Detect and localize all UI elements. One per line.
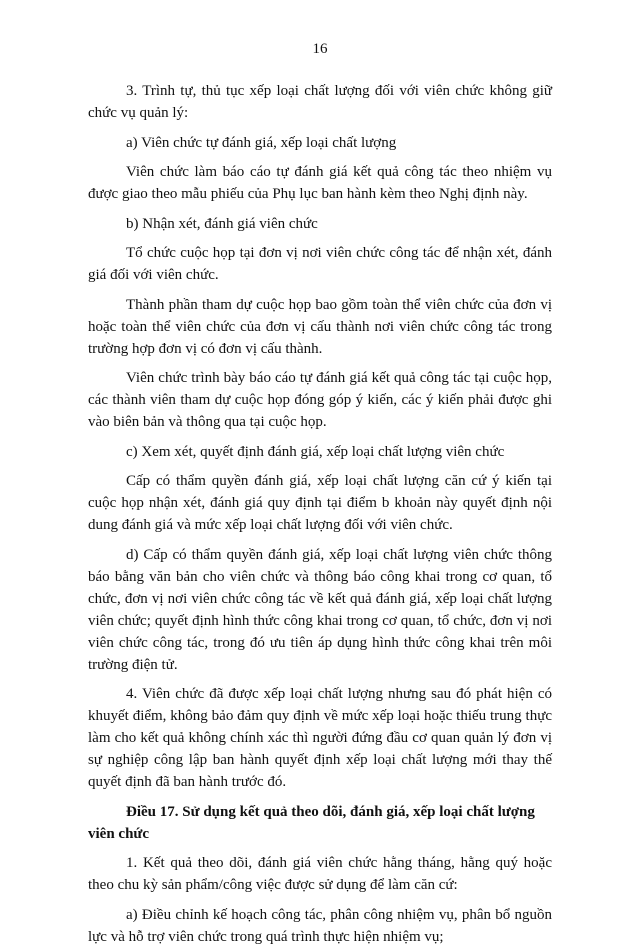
paragraph-section-3: 3. Trình tự, thủ tục xếp loại chất lượng đối với viên chức không giữ chức vụ quản lý: bbox=[88, 83, 552, 121]
page-number: 16 bbox=[312, 41, 328, 57]
paragraph-item-d: d) Cấp có thẩm quyền đánh giá, xếp loại chất lượng viên chức thông báo bằng văn bản cho viên chức và thông báo công khai trong cơ quan, tổ chức, đơn vị nơi viên chức công tác về kết quả đánh giá, xếp loại chất lượng viên chức; quyết định hình thức công khai trong cơ quan, tổ chức, đơn vị nơi viên chức công tác, trong đó ưu tiên áp dụng hình thức công khai trên môi trường điện tử. bbox=[88, 546, 552, 673]
paragraph-self-report: Viên chức làm báo cáo tự đánh giá kết quả công tác theo nhiệm vụ được giao theo mẫu phiếu của Phụ lục ban hành kèm theo Nghị định này. bbox=[88, 164, 552, 202]
paragraph-meeting: Tổ chức cuộc họp tại đơn vị nơi viên chức công tác để nhận xét, đánh giá đối với viên chức. bbox=[88, 245, 552, 283]
paragraph-section-4: 4. Viên chức đã được xếp loại chất lượng nhưng sau đó phát hiện có khuyết điểm, không bảo đảm quy định về mức xếp loại hoặc thiếu trung thực làm cho kết quả không chính xác thì người đứng đầu cơ quan quản lý đơn vị sự nghiệp công lập ban hành quyết định xếp loại chất lượng mới thay thế quyết định đã ban hành trước đó. bbox=[88, 686, 552, 790]
paragraph-authority-decision: Cấp có thẩm quyền đánh giá, xếp loại chất lượng căn cứ ý kiến tại cuộc họp nhận xét, đánh giá quy định tại điểm b khoản này quyết định nội dung đánh giá và mức xếp loại chất lượng đối với viên chức. bbox=[88, 473, 552, 533]
paragraph-article-1: 1. Kết quả theo dõi, đánh giá viên chức hằng tháng, hằng quý hoặc theo chu kỳ sản phẩm/công việc được sử dụng để làm căn cứ: bbox=[88, 855, 552, 893]
paragraph-participants: Thành phần tham dự cuộc họp bao gồm toàn thể viên chức của đơn vị hoặc toàn thể viên chức của đơn vị cấu thành nơi viên chức công tác trong trường hợp đơn vị có đơn vị cấu thành. bbox=[88, 296, 552, 357]
paragraph-item-b: b) Nhận xét, đánh giá viên chức bbox=[126, 215, 318, 232]
paragraph-item-a: a) Viên chức tự đánh giá, xếp loại chất lượng bbox=[126, 134, 397, 151]
paragraph-article-a: a) Điều chỉnh kế hoạch công tác, phân công nhiệm vụ, phân bổ nguồn lực và hỗ trợ viên chức trong quá trình thực hiện nhiệm vụ; bbox=[88, 906, 552, 945]
paragraph-item-c: c) Xem xét, quyết định đánh giá, xếp loại chất lượng viên chức bbox=[126, 443, 505, 460]
paragraph-presentation: Viên chức trình bày báo cáo tự đánh giá kết quả công tác tại cuộc họp, các thành viên tham dự cuộc họp đóng góp ý kiến, các ý kiến phải được ghi vào biên bản và thông qua tại cuộc họp. bbox=[88, 370, 552, 430]
article-heading: Điều 17. Sử dụng kết quả theo dõi, đánh giá, xếp loại chất lượng viên chức bbox=[88, 803, 535, 842]
